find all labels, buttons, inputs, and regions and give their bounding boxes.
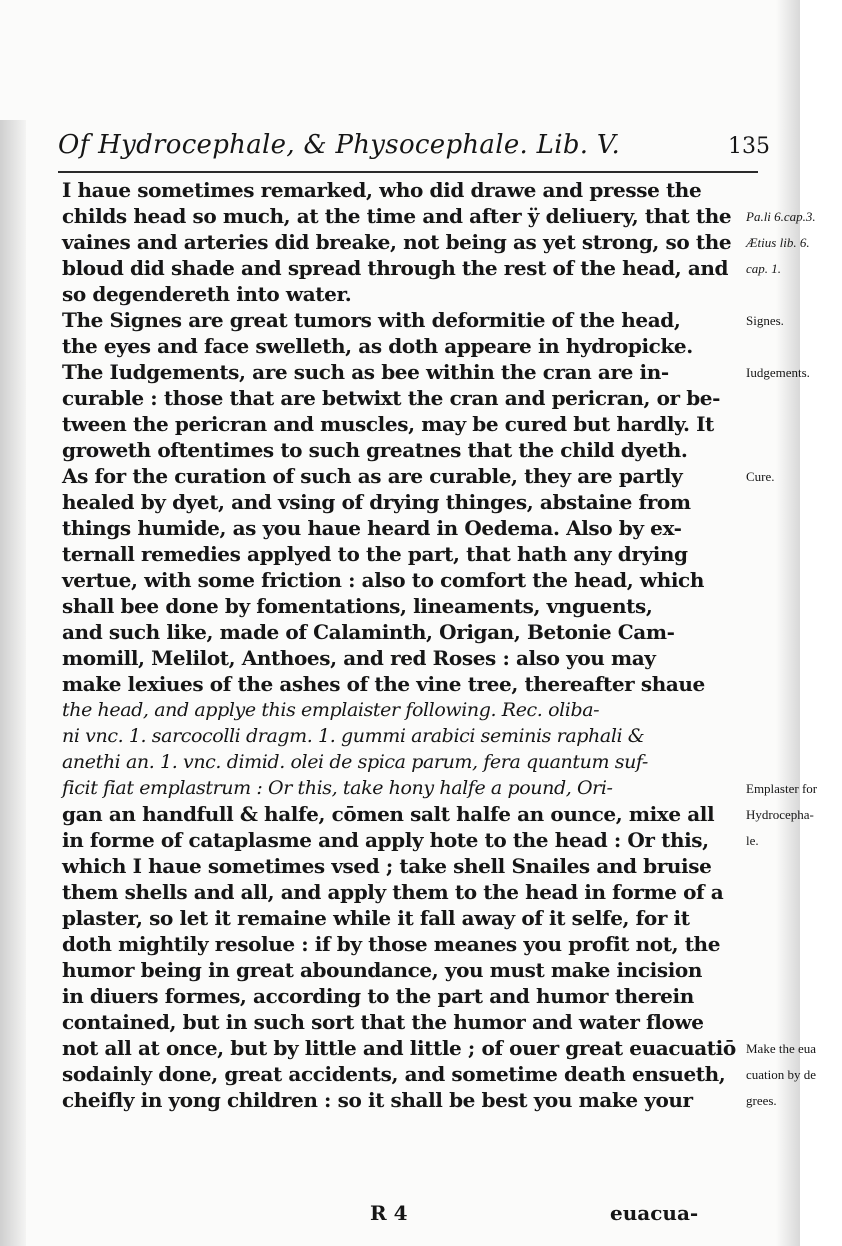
page-header [58, 130, 770, 170]
text-line: which I haue sometimes vsed ; take shell Snailes and bruise [62, 854, 712, 878]
text-line: groweth oftentimes to such greatnes that the child dyeth. [62, 438, 688, 462]
text-line: childs head so much, at the time and after ÿ deliuery, that the [62, 204, 732, 228]
margin-note-emplaster-1: Emplaster for [746, 781, 818, 796]
margin-note-aetius: Ætius lib. 6. [746, 235, 810, 250]
margin-note-emplaster-2: Hydrocepha- [746, 807, 814, 822]
text-line: vertue, with some friction : also to comfort the head, which [62, 568, 704, 592]
page-gutter-shadow [0, 120, 26, 1246]
text-line: The Signes are great tumors with deformitie of the head, [62, 308, 681, 332]
text-line: ficit fiat emplastrum : Or this, take hony halfe a pound, Ori- [62, 777, 613, 799]
text-line: plaster, so let it remaine while it fall away of it selfe, for it [62, 906, 690, 930]
text-line: anethi an. 1. vnc. dimid. olei de spica parum, fera quantum suf- [62, 751, 648, 773]
text-line: curable : those that are betwixt the cran and pericran, or be- [62, 386, 721, 410]
text-line: healed by dyet, and vsing of drying thinges, abstaine from [62, 490, 691, 514]
text-line: in forme of cataplasme and apply hote to the head : Or this, [62, 828, 709, 852]
margin-note-iudgements: Iudgements. [746, 365, 810, 380]
header-rule [58, 171, 758, 173]
text-line: and such like, made of Calaminth, Origan, Betonie Cam- [62, 620, 675, 644]
text-line: The Iudgements, are such as bee within the cran are in- [62, 360, 669, 384]
text-line: tween the pericran and muscles, may be cured but hardly. It [62, 412, 714, 436]
margin-note-emplaster-3: le. [746, 833, 759, 848]
text-line: things humide, as you haue heard in Oedema. Also by ex- [62, 516, 682, 540]
body-text [62, 177, 818, 1113]
text-line: I haue sometimes remarked, who did drawe and presse the [62, 178, 702, 202]
text-line: make lexiues of the ashes of the vine tree, thereafter shaue [62, 672, 705, 696]
text-line: cheifly in yong children : so it shall be best you make your [62, 1088, 693, 1112]
margin-note-make-1: Make the eua [746, 1041, 817, 1056]
page-number: 135 [728, 134, 770, 159]
text-line: sodainly done, great accidents, and sometime death ensueth, [62, 1062, 726, 1086]
text-line: doth mightily resolue : if by those meanes you profit not, the [62, 932, 721, 956]
text-line: the head, and applye this emplaister following. Rec. oliba- [62, 699, 600, 721]
margin-note-make-2: cuation by de [746, 1067, 817, 1082]
text-line: gan an handfull & halfe, cōmen salt halfe an ounce, mixe all [62, 802, 715, 826]
margin-note-pauli: Pa.li 6.cap.3. [746, 209, 816, 224]
text-line: bloud did shade and spread through the rest of the head, and [62, 256, 729, 280]
page-edge-shadow [776, 0, 800, 1246]
text-line: shall bee done by fomentations, lineaments, vnguents, [62, 594, 653, 618]
text-line: them shells and all, and apply them to the head in forme of a [62, 880, 724, 904]
text-line: not all at once, but by little and little ; of ouer great euacuatiō [62, 1036, 736, 1060]
text-line: so degendereth into water. [62, 282, 352, 306]
margin-note-make-3: grees. [746, 1093, 777, 1108]
margin-note-cure: Cure. [746, 469, 775, 484]
text-line: vaines and arteries did breake, not being as yet strong, so the [62, 230, 732, 254]
text-line: contained, but in such sort that the humor and water flowe [62, 1010, 704, 1034]
text-line: As for the curation of such as are curable, they are partly [62, 464, 683, 488]
margin-note-aetius-cap: cap. 1. [746, 261, 782, 276]
text-line: ternall remedies applyed to the part, that hath any drying [62, 542, 688, 566]
text-line: ni vnc. 1. sarcocolli dragm. 1. gummi arabici seminis raphali & [62, 725, 645, 747]
text-line: the eyes and face swelleth, as doth appeare in hydropicke. [62, 334, 693, 358]
running-head: Of Hydrocephale, & Physocephale. Lib. V. [58, 130, 621, 160]
text-line: momill, Melilot, Anthoes, and red Roses : also you may [62, 646, 656, 670]
margin-note-signes: Signes. [746, 313, 784, 328]
text-line: humor being in great aboundance, you must make incision [62, 958, 703, 982]
signature-mark: R 4 [370, 1201, 408, 1225]
text-line: in diuers formes, according to the part and humor therein [62, 984, 694, 1008]
catchword: euacua- [610, 1201, 699, 1225]
